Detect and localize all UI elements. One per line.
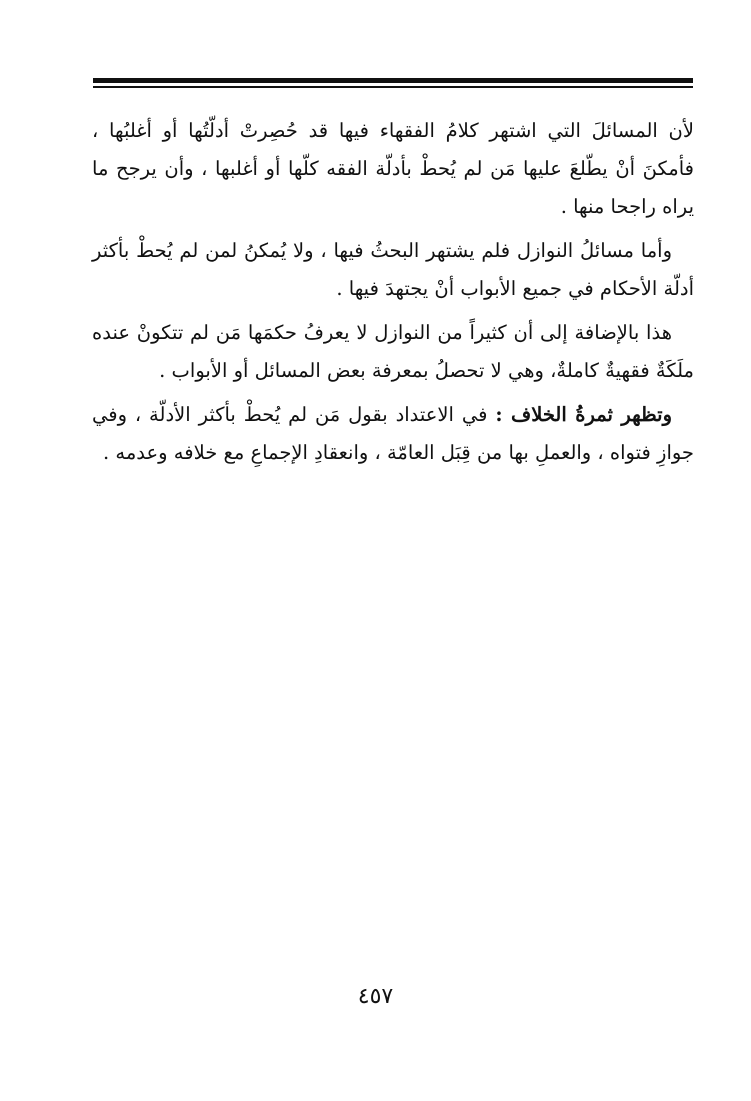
header-rule-thick <box>93 78 693 83</box>
paragraph-3-text: هذا بالإضافة إلى أن كثيراً من النوازل لا يعرفُ حكمَها مَن لم تتكونْ عنده ملَكَةٌ فقهيةٌ كاملةٌ، وهي لا تحصلُ بمعرفة بعض المسائل أو الأبواب . <box>92 321 694 382</box>
paragraph-2-text: وأما مسائلُ النوازل فلم يشتهر البحثُ فيها ، ولا يُمكنُ لمن لم يُحطْ بأكثر أدلّة الأحكام في جميع الأبواب أنْ يجتهدَ فيها . <box>92 239 694 300</box>
paragraph-4-lead: وتظهر ثمرةُ الخلاف : <box>495 403 673 426</box>
paragraph-4 <box>92 396 694 472</box>
body-text <box>92 112 694 478</box>
paragraph-4-text: في الاعتداد بقول مَن لم يُحطْ بأكثر الأدلّة ، وفي جوازِ فتواه ، والعملِ بها من قِبَل العامّة ، وانعقادِ الإجماعِ مع خلافه وعدمه . <box>92 403 694 464</box>
paragraph-1 <box>92 112 694 226</box>
paragraph-3 <box>92 314 694 390</box>
page-number: ٤٥٧ <box>357 984 394 1009</box>
header-rule-thin <box>93 86 693 88</box>
paragraph-2 <box>92 232 694 308</box>
paragraph-1-text: لأن المسائلَ التي اشتهر كلامُ الفقهاء فيها قد حُصِرتْ أدلّتُها أو أغلبُها ، فأمكنَ أنْ يطّلعَ عليها مَن لم يُحطْ بأدلّة الفقه كلّها أو أغلبها ، وأن يرجح ما يراه راجحا منها . <box>92 119 694 218</box>
